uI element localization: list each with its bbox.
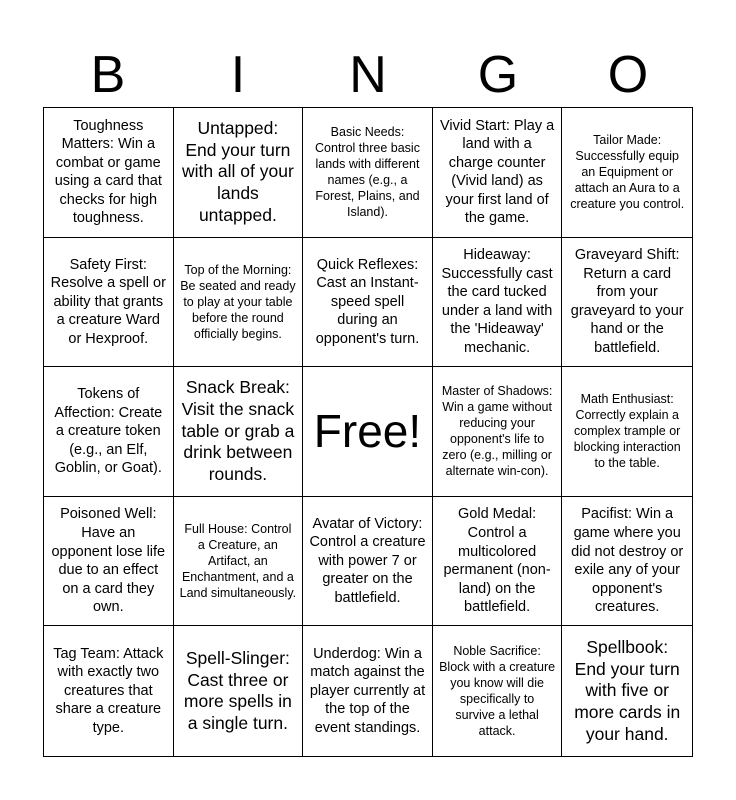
- bingo-header: [43, 44, 693, 106]
- bingo-square-spellbook[interactable]: [562, 626, 692, 756]
- bingo-square-master-of-shadows[interactable]: [433, 367, 563, 497]
- bingo-square-top-of-the-morning[interactable]: [174, 238, 304, 368]
- bingo-square-tag-team[interactable]: [44, 626, 174, 756]
- square-text: Master of Shadows: Win a game without reducing your opponent's life to zero (e.g., milling or alternate win-con).: [441, 384, 553, 479]
- square-text: Math Enthusiast: Correctly explain a complex trample or blocking interaction to the table.: [573, 392, 681, 471]
- square-text: Spellbook: End your turn with five or more cards in your hand.: [574, 636, 681, 744]
- square-text: Spell-Slinger: Cast three or more spells in a single turn.: [183, 647, 292, 733]
- square-text: Top of the Morning: Be seated and ready to play at your table before the round officially begins.: [180, 262, 296, 341]
- header-letter-o: O: [607, 46, 649, 104]
- square-text: Avatar of Victory: Control a creature with power 7 or greater on the battlefield.: [309, 515, 426, 606]
- bingo-square-free[interactable]: [303, 367, 433, 497]
- square-text: Safety First: Resolve a spell or ability that grants a creature Ward or Hexproof.: [50, 256, 166, 347]
- square-text: Noble Sacrifice: Block with a creature you know will die specifically to survive a lethal attack.: [439, 644, 556, 739]
- bingo-square-underdog[interactable]: [303, 626, 433, 756]
- square-text: Untapped: End your turn with all of your lands untapped.: [181, 118, 294, 225]
- bingo-square-graveyard-shift[interactable]: [562, 238, 692, 368]
- free-space-text: Free!: [313, 405, 422, 458]
- bingo-square-safety-first[interactable]: [44, 238, 174, 368]
- square-text: Tag Team: Attack with exactly two creatures that share a creature type.: [53, 645, 164, 737]
- header-letter-n: N: [349, 46, 387, 104]
- bingo-square-hideaway[interactable]: [433, 238, 563, 368]
- bingo-square-gold-medal[interactable]: [433, 497, 563, 627]
- square-text: Hideaway: Successfully cast the card tucked under a land with the 'Hideaway' mechanic.: [441, 247, 553, 356]
- bingo-square-basic-needs[interactable]: [303, 108, 433, 238]
- square-text: Basic Needs: Control three basic lands with different names (e.g., a Forest, Plains, and Island).: [315, 125, 420, 220]
- square-text: Snack Break: Visit the snack table or grab a drink between rounds.: [181, 377, 295, 485]
- square-text: Underdog: Win a match against the player currently at the top of the event standings.: [309, 645, 426, 737]
- bingo-square-math-enthusiast[interactable]: [562, 367, 692, 497]
- square-text: Gold Medal: Control a multicolored permanent (non-land) on the battlefield.: [443, 506, 551, 616]
- square-text: Tailor Made: Successfully equip an Equipment or attach an Aura to a creature you control.: [570, 133, 685, 212]
- header-letter-b: B: [90, 46, 126, 104]
- bingo-square-avatar-of-victory[interactable]: [303, 497, 433, 627]
- bingo-square-untapped[interactable]: [174, 108, 304, 238]
- bingo-square-tailor-made[interactable]: [562, 108, 692, 238]
- square-text: Pacifist: Win a game where you did not destroy or exile any of your opponent's creatures.: [571, 506, 684, 616]
- square-text: Full House: Control a Creature, an Artifact, an Enchantment, and a Land simultaneously.: [179, 522, 297, 601]
- square-text: Vivid Start: Play a land with a charge counter (Vivid land) as your first land of the game.: [440, 117, 555, 227]
- bingo-square-toughness-matters[interactable]: [44, 108, 174, 238]
- bingo-square-pacifist[interactable]: [562, 497, 692, 627]
- header-letter-g: G: [477, 46, 519, 104]
- bingo-square-noble-sacrifice[interactable]: [433, 626, 563, 756]
- square-text: Graveyard Shift: Return a card from your graveyard to your hand or the battlefield.: [570, 247, 684, 356]
- bingo-square-spell-slinger[interactable]: [174, 626, 304, 756]
- bingo-square-vivid-start[interactable]: [433, 108, 563, 238]
- bingo-square-full-house[interactable]: [174, 497, 304, 627]
- square-text: Poisoned Well: Have an opponent lose life due to an effect on a card they own.: [51, 506, 166, 616]
- bingo-square-snack-break[interactable]: [174, 367, 304, 497]
- bingo-square-tokens-of-affection[interactable]: [44, 367, 174, 497]
- square-text: Toughness Matters: Win a combat or game using a card that checks for high toughness.: [54, 117, 162, 227]
- bingo-board: [43, 107, 693, 757]
- square-text: Tokens of Affection: Create a creature token (e.g., an Elf, Goblin, or Goat).: [54, 386, 163, 477]
- bingo-square-quick-reflexes[interactable]: [303, 238, 433, 368]
- header-letter-i: I: [230, 46, 246, 104]
- square-text: Quick Reflexes: Cast an Instant-speed spell during an opponent's turn.: [315, 256, 420, 347]
- bingo-square-poisoned-well[interactable]: [44, 497, 174, 627]
